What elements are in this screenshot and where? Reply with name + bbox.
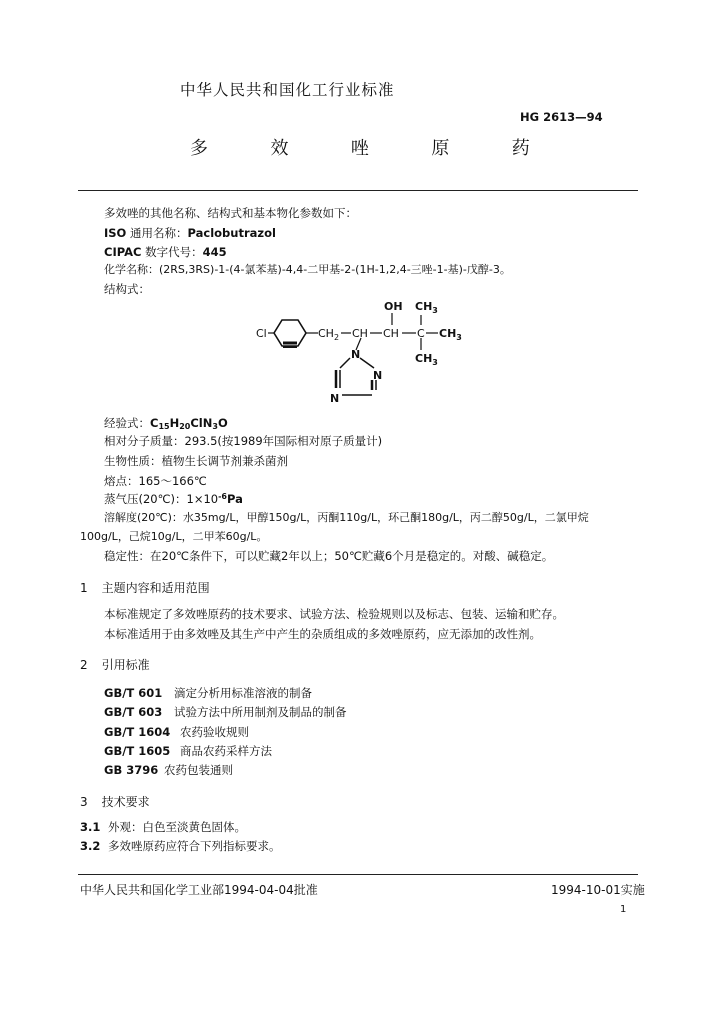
iso-name-line <box>104 226 276 240</box>
org-title: 中华人民共和国化工行业标准 <box>180 81 395 99</box>
effective-date: 1994-10-01实施 <box>551 883 645 897</box>
standard-number: HG 2613—94 <box>520 110 603 124</box>
section-1-paragraph-1: 本标准规定了多效唑原药的技术要求、试验方法、检验规则以及标志、包装、运输和贮存。 <box>104 607 564 621</box>
methyl-right: $CH_3$ <box>439 327 462 342</box>
section-3-heading: 3 技术要求 <box>80 795 150 809</box>
clause-3-2: 3.2 多效唑原药应符合下列指标要求。 <box>80 839 281 853</box>
hydroxyl-group: OH <box>384 300 403 313</box>
solubility-line-2: 100g/L，己烷10g/L，二甲苯60g/L。 <box>80 530 268 543</box>
structural-formula <box>250 296 490 408</box>
structure-label: 结构式： <box>104 282 150 296</box>
page-number: 1 <box>620 904 627 915</box>
solubility-line-1: 溶解度(20℃)：水35mg/L，甲醇150g/L，丙酮110g/L，环己酮180g/L，丙二醇50g/L，二氯甲烷 <box>104 511 589 524</box>
chem-name: (2RS,3RS)-1-(4-氯苯基)-4,4-二甲基-2-(1H-1,2,4-三唑-1-基)-戊醇-3。 <box>159 263 511 276</box>
methine-group-b: CH <box>383 327 399 340</box>
biological-property: 生物性质：植物生长调节剂兼杀菌剂 <box>104 454 288 468</box>
triazole-ring <box>336 358 376 395</box>
iso-text: 通用名称： <box>126 226 188 240</box>
reference-item: GB/T 1605 商品农药采样方法 <box>104 744 272 758</box>
reference-item: GB 3796 农药包装通则 <box>104 763 233 777</box>
document-title: 多 效 唑 原 药 <box>190 138 547 159</box>
triazole-n1: N <box>351 348 361 361</box>
header-rule <box>78 190 638 191</box>
methyl-top: $CH_3$ <box>415 300 438 315</box>
molecular-mass: 相对分子质量：293.5(按1989年国际相对原子质量计) <box>104 434 383 448</box>
reference-item: GB/T 603 试验方法中所用制剂及制品的制备 <box>104 705 347 719</box>
section-1-paragraph-2: 本标准适用于由多效唑及其生产中产生的杂质组成的多效唑原药，应无添加的改性剂。 <box>104 627 541 641</box>
cipac-text: 数字代号： <box>141 245 203 259</box>
footer-rule <box>78 874 638 875</box>
triazole-n3: N <box>330 392 340 405</box>
section-1-heading: 1 主题内容和适用范围 <box>80 581 210 595</box>
chem-prefix: 化学名称： <box>104 263 159 276</box>
reference-item: GB/T 1604 农药验收规则 <box>104 725 249 739</box>
melting-point: 熔点：165～166℃ <box>104 474 207 488</box>
approval-line: 中华人民共和国化学工业部1994-04-04批准 <box>80 883 318 897</box>
stability: 稳定性：在20℃条件下，可以贮藏2年以上；50℃贮藏6个月是稳定的。对酸、碱稳定。 <box>104 549 554 563</box>
methine-group-a: CH <box>352 327 368 340</box>
section-2-heading: 2 引用标准 <box>80 658 150 672</box>
intro-lead: 多效唑的其他名称、结构式和基本物化参数如下： <box>104 206 357 220</box>
iso-value: Paclobutrazol <box>187 226 276 240</box>
cipac-label: CIPAC <box>104 245 142 259</box>
chlorine-atom: Cl <box>256 327 267 340</box>
methyl-bottom: $CH_3$ <box>415 352 438 367</box>
vapor-pressure: 蒸气压(20℃)：$1\times 10^{-6}Pa$ <box>104 492 243 506</box>
clause-3-1: 3.1 外观：白色至淡黄色固体。 <box>80 820 246 834</box>
chemical-name-line <box>104 263 511 277</box>
iso-label: ISO <box>104 226 127 240</box>
cipac-line <box>104 245 227 259</box>
quaternary-carbon: C <box>417 327 425 340</box>
empirical-formula: 经验式：$C_{15}H_{20}ClN_3O$ <box>104 416 228 431</box>
reference-item: GB/T 601 滴定分析用标准溶液的制备 <box>104 686 312 700</box>
benzene-ring <box>274 320 306 347</box>
methylene-group: $CH_2$ <box>318 327 340 342</box>
triazole-n2: N <box>373 369 383 382</box>
cipac-value: 445 <box>202 245 227 259</box>
